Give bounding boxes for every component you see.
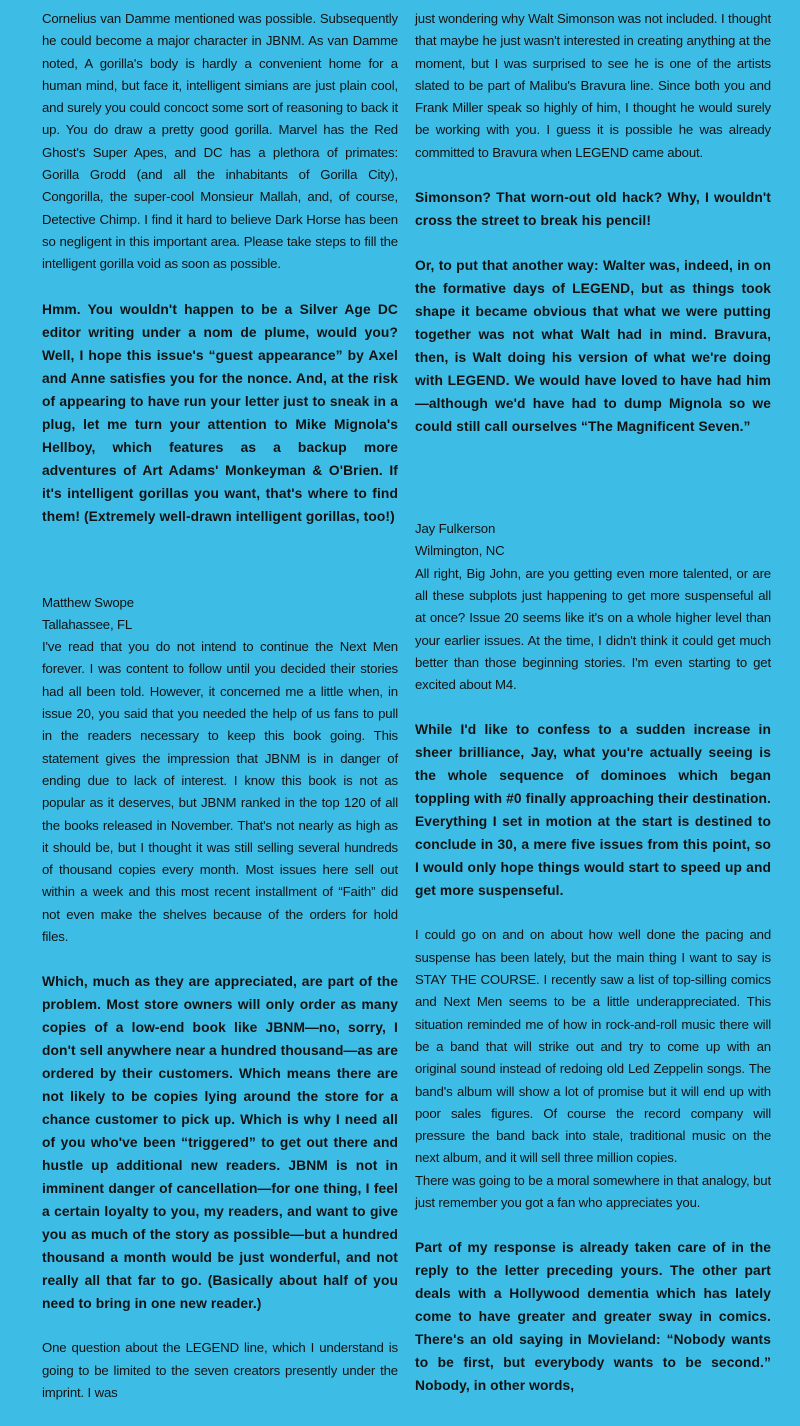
letter-author-name: Matthew Swope	[42, 594, 134, 610]
letter-author-name: Jay Fulkerson	[415, 521, 496, 537]
editor-reply: Part of my response is already taken care of in the reply to the letter preceding yours. The other part deals with a Hollywood dementia which has lately come to have greater and greater sway in comics. There's an old saying in Movieland: “Nobody wants to be first, but everybody wants to be second.” Nobody, in other words,	[415, 1240, 771, 1394]
editor-reply: Hmm. You wouldn't happen to be a Silver Age DC editor writing under a nom de plume, would you? Well, I hope this issue's “guest appearance” by Axel and Anne satisfies you for the nonce. And, at the risk of appearing to have run your letter just to sneak in a plug, let me turn your attention to Mike Mignola's Hellboy, which features as a backup more adventures of Art Adams' Monkeyman & O'Brien. If it's intelligent gorillas you want, that's where to find them! (Extremely well-drawn intelligent gorillas, too!)	[42, 301, 398, 524]
editor-reply: Simonson? That worn-out old hack? Why, I wouldn't cross the street to break his pencil!	[415, 190, 771, 229]
letter-text: All right, Big John, are you getting even more talented, or are all these subplots just happening to get more suspenseful all at once? Issue 20 seems like it's on a whole higher level than your earlier issues. At the time, I didn't think it could get much better than those beginning stories. I'm even starting to get excited about M4.	[415, 565, 771, 693]
right-column	[415, 8, 771, 1419]
editor-reply: Which, much as they are appreciated, are part of the problem. Most store owners will only order as many copies of a low-end book like JBNM—no, sorry, I don't sell anywhere near a hundred thousand—as are ordered by their customers. Which means there are not likely to be copies lying around the store for a chance customer to pick up. Which is why I need all of you who've been “triggered” to get out there and hustle up additional new readers. JBNM is not in imminent danger of cancellation—for one thing, I feel a certain loyalty to you, my readers, and want to give you as much of the story as possible—but a hundred thousand a month would be just wonderful, and not really all that far to go. (Basically about half of you need to bring in one new reader.)	[42, 974, 398, 1312]
editor-reply: While I'd like to confess to a sudden increase in sheer brilliance, Jay, what you're actually seeing is the whole sequence of dominoes which began toppling with #0 finally approaching their destination. Everything I set in motion at the start is destined to conclude in 30, a mere five issues from this point, so I would only hope things would start to speed up and get more suspenseful.	[415, 722, 771, 899]
letter-text: I've read that you do not intend to continue the Next Men forever. I was content to follow until you decided their stories had all been told. However, it concerned me a little when, in issue 20, you said that you needed the help of us fans to pull in the readers necessary to keep this book going. This statement gives the impression that JBNM is in danger of ending due to lack of interest. I know this book is not as popular as it deserves, but JBNM ranked in the top 120 of all the books released in November. That's not nearly as high as it should be, but I thought it was still selling several hundreds of thousand copies every month. Most issues here sell out within a week and this most recent installment of “Faith” did not even make the shelves because of the orders for hold files.	[42, 639, 398, 945]
letter-text: I could go on and on about how well done the pacing and suspense has been lately, but the main thing I want to say is STAY THE COURSE. I recently saw a list of top-silling comics and Next Men seems to be a little underappreciated. This situation reminded me of how in rock-and-roll music there will be a band that will strike out and try to come up with an original sound instead of redoing old Led Zeppelin songs. The band's album will show a lot of promise but it will end up with poor sales figures. Of course the record company will pressure the band back into stale, traditional music on the next album, and it will sell three million copies.	[415, 927, 771, 1166]
editor-reply: Or, to put that another way: Walter was, indeed, in on the formative days of LEGEND, but as things took shape it became obvious that what we were putting together was not what Walt had in mind. Bravura, then, is Walt doing his version of what we're doing with LEGEND. We would have loved to have had him—although we'd have had to dump Mignola so we could still call ourselves “The Magnificent Seven.”	[415, 258, 771, 435]
letter-separator	[42, 550, 398, 592]
letter-author-location: Wilmington, NC	[415, 543, 505, 559]
letter-text: There was going to be a moral somewhere in that analogy, but just remember you got a fan who appreciates you.	[415, 1172, 771, 1211]
letter-continuation-text: Cornelius van Damme mentioned was possible. Subsequently he could become a major character in JBNM. As van Damme noted, A gorilla's body is hardly a convenient home for a human mind, but face it, intelligent simians are just plain cool, and surely you could concoct some sort of reasoning to back it up. You do draw a pretty good gorilla. Marvel has the Red Ghost's Super Apes, and DC has a plethora of primates: Gorilla Grodd (and all the inhabitants of Gorilla City), Congorilla, the super-cool Monsieur Mallah, and, of course, Detective Chimp. I find it hard to believe Dark Horse has been so negligent in this important area. Please take steps to fill the intelligent gorilla void as soon as possible.	[42, 11, 398, 272]
letter-separator	[415, 460, 771, 518]
letter-continuation-text: just wondering why Walt Simonson was not included. I thought that maybe he just wasn't interested in creating anything at the moment, but I was surprised to see he is one of the artists slated to be part of Malibu's Bravura line. Since both you and Frank Miller speak so highly of him, I thought he would surely be working with you. I guess it is possible he was already committed to Bravura when LEGEND came about.	[415, 11, 771, 160]
letter-author-location: Tallahassee, FL	[42, 616, 133, 632]
letter-text: One question about the LEGEND line, which I understand is going to be limited to the seven creators presently under the imprint. I was	[42, 1340, 398, 1400]
left-column	[42, 8, 398, 1426]
